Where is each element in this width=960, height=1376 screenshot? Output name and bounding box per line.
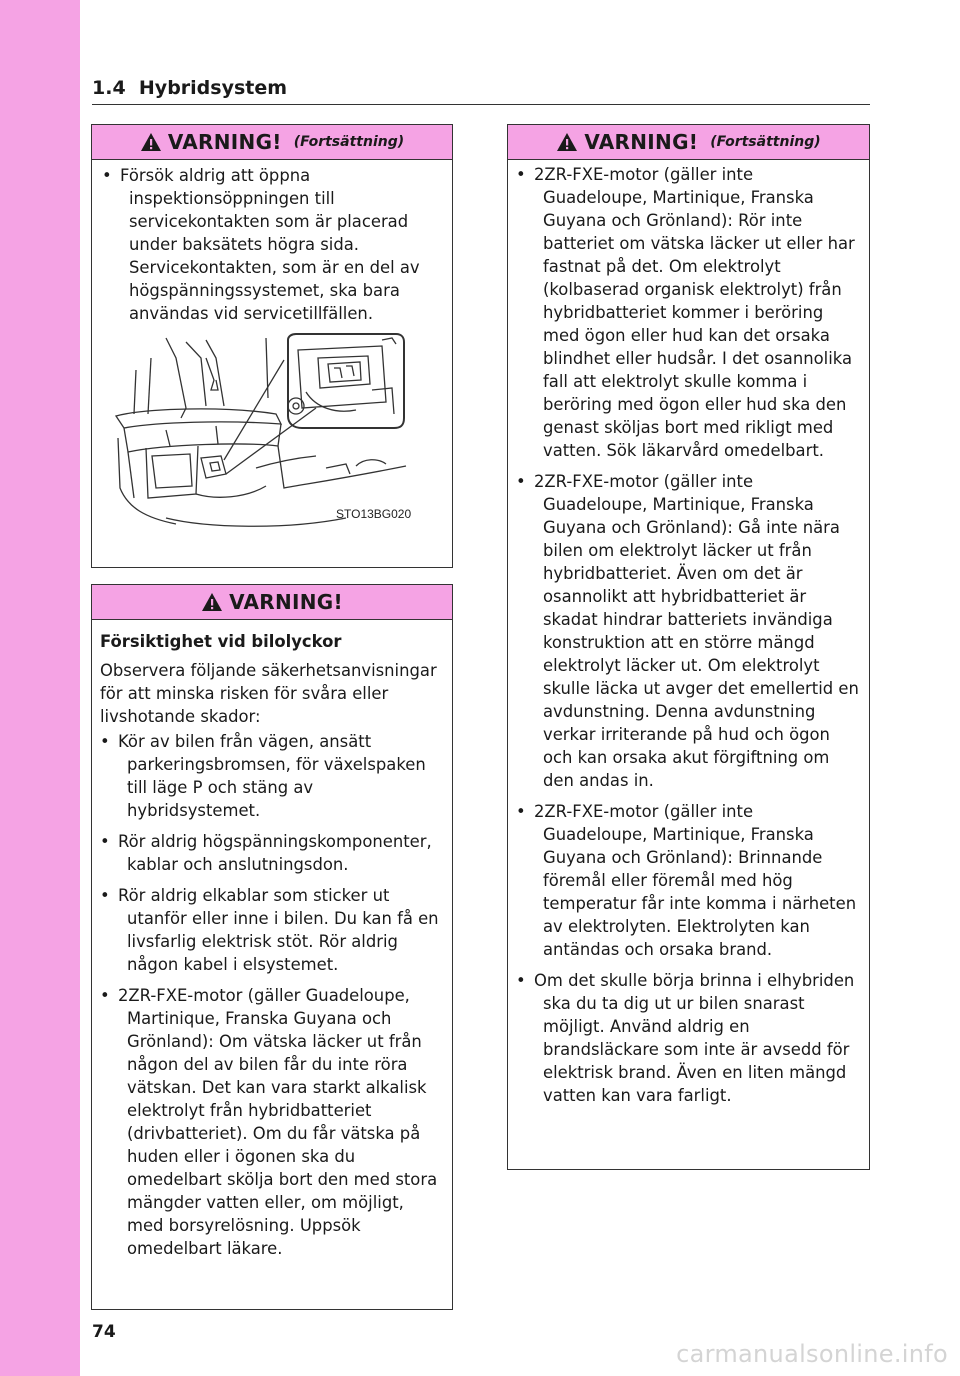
intro-paragraph: Observera följande säkerhetsanvisningar för att minska risken för svåra eller livshotande skador: [100,661,437,726]
warning-header [92,125,452,160]
list-item: • 2ZR-FXE-motor (gäller Guadeloupe, Martinique, Franska Guyana och Grönland): Om vätska läcker ut från någon del av bilen får du inte röra vätskan. Det kan vara starkt alkalisk elektrolyt från hybridbatteriet (drivbatteriet). Om du får vätska på huden eller i ögonen ska du omedelbart skölja bort den med stora mängder vatten eller, om möjligt, med borsyrelösning. Uppsök omedelbart läkare. [100,984,442,1260]
warning-title: VARNING! [584,130,699,154]
list-item: • 2ZR-FXE-motor (gäller inte Guadeloupe, Martinique, Franska Guyana och Grönland): Rör inte batteriet om vätska läcker ut eller har fastnat på det. Om elektrolyt (kolbaserad organisk elektrolyt) från hybridbatteriet kommer i beröring med ögon eller hud kan det orsaka blindhet eller hudsår. I det osannolika fall att elektrolyt skulle komma i beröring med ögon eller hud ska den genast sköljas bort med rikligt med vatten. Sök läkarvård omedelbart. [516,163,861,462]
warning-header [92,585,452,620]
figure-code-label: STO13BG020 [336,507,412,521]
list-item: • Rör aldrig elkablar som sticker ut utanför eller inne i bilen. Du kan få en livsfarlig elektrisk stöt. Rör aldrig någon kabel i elsystemet. [100,884,442,976]
warning-body [508,160,869,1107]
section-number: 1.4 [92,77,126,99]
warning-heading: Försiktighet vid bilolyckor [100,632,342,651]
warning-box-continued-right [507,124,870,1170]
bullet-list [102,164,442,325]
warning-body [92,160,452,325]
warning-triangle-icon [556,132,578,152]
list-item: • 2ZR-FXE-motor (gäller inte Guadeloupe, Martinique, Franska Guyana och Grönland): Brinnande föremål eller föremål med hög temperatur får inte komma i närheten av elektrolyten. Elektrolyten kan antändas och orsaka brand. [516,800,861,961]
bullet-list [516,163,861,1107]
list-item: • 2ZR-FXE-motor (gäller inte Guadeloupe, Martinique, Franska Guyana och Grönland): Gå inte nära bilen om elektrolyt läcker ut från hybridbatteriet. Även om det är osannolikt att hybridbatteriet är skadat hindrar batteriets invändiga konstruktion att en större mängd elektrolyt läcker ut. Om elektrolyt skulle läcka ut avger det emellertid en avdunstning. Denna avdunstning verkar irriterande på hud och ögon och kan orsaka akut förgiftning om den andas in. [516,470,861,792]
section-title: Hybridsystem [138,77,288,99]
warning-box-accidents [91,584,453,1310]
list-item: • Kör av bilen från vägen, ansätt parkeringsbromsen, för växelspaken till läge P och stäng av hybridsystemet. [100,730,442,822]
list-item: • Om det skulle börja brinna i elhybriden ska du ta dig ut ur bilen snarast möjligt. Använd aldrig en brandsläckare som inte är avsedd för elektrisk brand. Även en liten mängd vatten kan vara farligt. [516,969,861,1107]
warning-subtitle: (Fortsättning) [293,134,405,150]
warning-triangle-icon [201,592,223,612]
list-item: • Försök aldrig att öppna inspektionsöppningen till servicekontakten som är placerad under baksätets högra sida. Servicekontakten, som är en del av högspänningssystemet, ska bara användas vid servicetillfällen. [102,164,442,325]
warning-title: VARNING! [229,590,343,614]
warning-title: VARNING! [167,130,282,154]
page-number: 74 [92,1322,116,1342]
list-item: • Rör aldrig högspänningskomponenter, kablar och anslutningsdon. [100,830,442,876]
warning-subtitle: (Fortsättning) [710,134,821,150]
warning-triangle-icon [140,132,162,152]
section-header [92,74,870,105]
bullet-list [100,730,442,1260]
watermark-text: carmanualsonline.info [676,1340,948,1368]
rear-seat-service-plug-illustration [106,318,444,538]
warning-header [508,125,869,160]
warning-body [92,620,452,1260]
side-color-strip [0,0,80,1376]
